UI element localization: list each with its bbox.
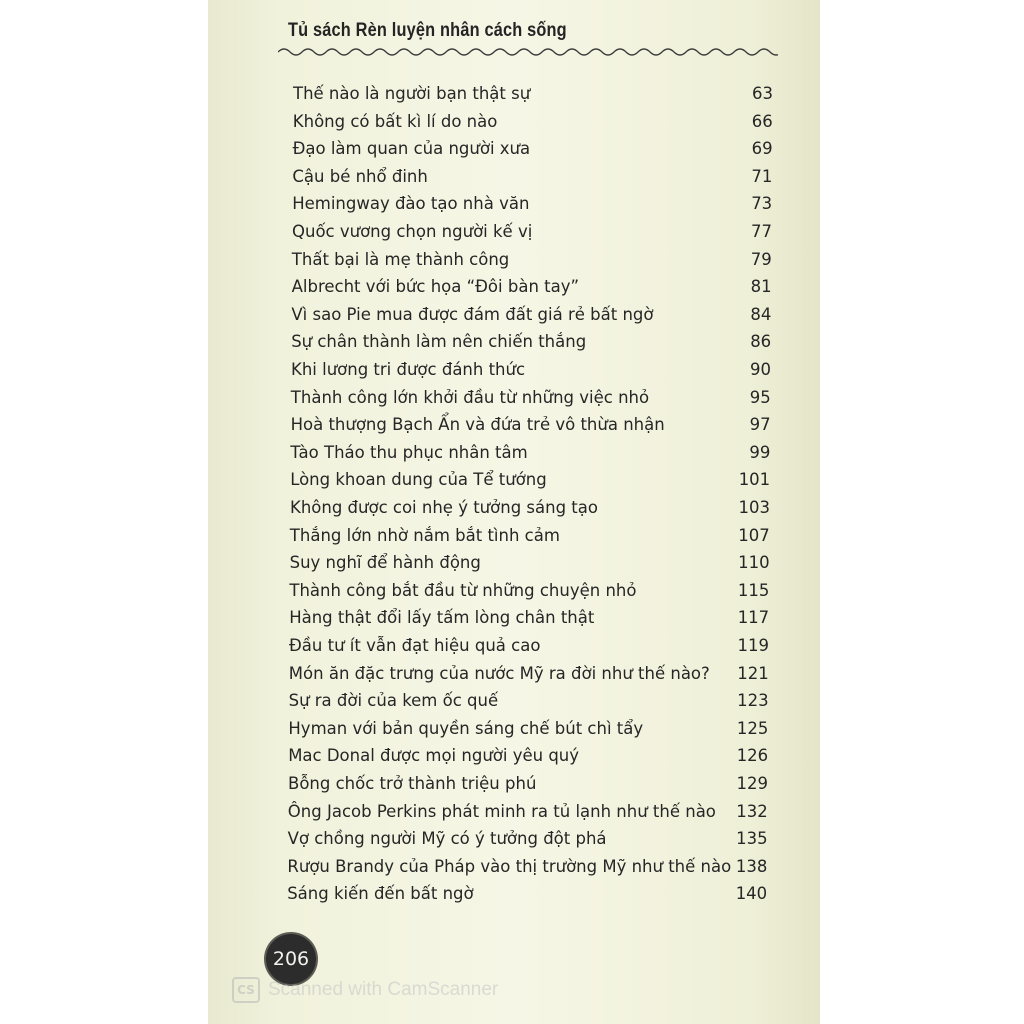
book-page xyxy=(208,0,820,1024)
toc-entry xyxy=(289,664,769,692)
page-number-badge: 206 xyxy=(266,934,316,984)
toc-entry-page: 71 xyxy=(751,166,773,186)
toc-entry-title: Không có bất kì lí do nào xyxy=(292,111,498,131)
toc-entry-title: Khi lương tri được đánh thức xyxy=(291,360,526,379)
toc-entry-page: 97 xyxy=(749,415,771,435)
toc-entry-title: Quốc vương chọn người kế vị xyxy=(292,222,533,241)
toc-entry xyxy=(291,305,771,333)
toc-entry-page: 140 xyxy=(735,884,768,904)
toc-entry xyxy=(291,332,771,360)
toc-entry-page: 110 xyxy=(738,553,770,573)
toc-entry-page: 90 xyxy=(750,360,771,379)
toc-entry xyxy=(293,112,773,140)
toc-entry xyxy=(291,388,771,416)
toc-entry-page: 79 xyxy=(750,249,772,269)
toc-entry-page: 107 xyxy=(738,525,770,545)
toc-entry-title: Ông Jacob Perkins phát minh ra tủ lạnh như thế nào xyxy=(287,801,716,821)
toc-entry-title: Thế nào là người bạn thật sự xyxy=(293,84,531,103)
toc-entry-page: 129 xyxy=(736,774,768,793)
toc-entry-page: 126 xyxy=(736,746,769,766)
toc-entry xyxy=(288,746,768,774)
toc-entry xyxy=(290,498,770,526)
series-title: Tủ sách Rèn luyện nhân cách sống xyxy=(288,20,567,41)
toc-entry-title: Sự ra đời của kem ốc quế xyxy=(288,691,499,711)
toc-entry-page: 66 xyxy=(751,111,773,131)
toc-entry xyxy=(289,691,769,719)
toc-entry xyxy=(288,829,768,857)
toc-entry-page: 84 xyxy=(750,304,772,324)
toc-entry-title: Hoà thượng Bạch Ẩn và đứa trẻ vô thừa nhận xyxy=(290,415,665,435)
toc-entry-page: 115 xyxy=(737,580,770,600)
toc-entry-page: 81 xyxy=(750,277,772,297)
toc-entry-title: Không được coi nhẹ ý tưởng sáng tạo xyxy=(290,498,598,517)
toc-entry-page: 69 xyxy=(751,139,773,159)
toc-entry-page: 125 xyxy=(736,718,769,738)
toc-entry-page: 121 xyxy=(737,663,769,683)
toc-entry xyxy=(289,581,769,609)
toc-entry xyxy=(291,360,771,388)
toc-entry-title: Sáng kiến đến bất ngờ xyxy=(287,884,474,904)
table-of-contents xyxy=(208,0,820,1024)
toc-entry-title: Hemingway đào tạo nhà văn xyxy=(292,194,530,214)
toc-entry-page: 135 xyxy=(736,829,768,849)
toc-entry-page: 73 xyxy=(751,194,773,214)
toc-entry xyxy=(292,167,772,195)
toc-entry-page: 77 xyxy=(751,222,772,241)
toc-entry-page: 95 xyxy=(749,387,771,407)
toc-entry xyxy=(292,194,772,222)
toc-entry xyxy=(290,443,770,471)
toc-entry-title: Đầu tư ít vẫn đạt hiệu quả cao xyxy=(289,636,541,655)
toc-entry-title: Suy nghĩ để hành động xyxy=(289,553,481,573)
toc-entry-page: 132 xyxy=(736,801,768,821)
camscanner-logo-icon: CS xyxy=(232,977,260,1003)
toc-entry-title: Lòng khoan dung của Tể tướng xyxy=(290,470,547,490)
toc-entry-title: Thành công bắt đầu từ những chuyện nhỏ xyxy=(289,580,637,600)
toc-entry xyxy=(293,139,773,167)
toc-entry-page: 101 xyxy=(738,470,771,490)
toc-entry-title: Hyman với bản quyền sáng chế bút chì tẩy xyxy=(288,718,644,738)
toc-entry-page: 63 xyxy=(752,84,773,103)
toc-entry xyxy=(289,636,769,664)
toc-entry-page: 117 xyxy=(737,608,770,628)
toc-entry xyxy=(290,470,770,498)
toc-entry xyxy=(291,415,771,443)
toc-entry-page: 103 xyxy=(738,498,770,517)
toc-entry xyxy=(292,250,772,278)
toc-entry-title: Thất bại là mẹ thành công xyxy=(291,249,510,269)
toc-entry-title: Thắng lớn nhờ nắm bắt tình cảm xyxy=(289,525,560,545)
toc-entry xyxy=(292,277,772,305)
toc-entry-title: Vì sao Pie mua được đám đất giá rẻ bất ngờ xyxy=(291,304,654,324)
toc-entry xyxy=(288,802,768,830)
toc-entry-title: Vợ chồng người Mỹ có ý tưởng đột phá xyxy=(287,829,607,849)
toc-entry xyxy=(287,857,767,885)
toc-entry-title: Đạo làm quan của người xưa xyxy=(292,139,531,159)
watermark-text: Scanned with CamScanner xyxy=(268,979,499,1000)
toc-entry-title: Bỗng chốc trở thành triệu phú xyxy=(288,774,537,793)
toc-entry xyxy=(292,222,772,250)
toc-entry xyxy=(288,774,768,802)
toc-entry-page: 123 xyxy=(737,691,769,711)
toc-entry-title: Hàng thật đổi lấy tấm lòng chân thật xyxy=(289,608,595,628)
toc-entry-page: 86 xyxy=(750,332,772,352)
toc-entry xyxy=(288,719,768,747)
toc-entry-title: Cậu bé nhổ đinh xyxy=(292,166,428,186)
toc-entry xyxy=(290,526,770,554)
toc-entry-title: Món ăn đặc trưng của nước Mỹ ra đời như thế nào? xyxy=(288,663,710,683)
toc-entry xyxy=(289,608,769,636)
toc-entry-title: Rượu Brandy của Pháp vào thị trường Mỹ như thế nào xyxy=(287,856,732,876)
toc-entry xyxy=(293,84,773,112)
toc-entry-title: Thành công lớn khởi đầu từ những việc nhỏ xyxy=(290,387,650,407)
toc-entry-title: Sự chân thành làm nên chiến thắng xyxy=(291,332,587,352)
toc-entry-title: Tào Tháo thu phục nhân tâm xyxy=(290,442,528,462)
toc-entry-page: 119 xyxy=(737,636,769,655)
toc-entry-page: 99 xyxy=(749,442,771,462)
toc-entry xyxy=(287,884,767,912)
toc-entry xyxy=(290,553,770,581)
toc-entry-page: 138 xyxy=(735,856,768,876)
camscanner-watermark xyxy=(232,977,498,1003)
toc-entry-title: Mac Donal được mọi người yêu quý xyxy=(288,746,580,766)
toc-entry-title: Albrecht với bức họa “Đôi bàn tay” xyxy=(291,277,580,297)
